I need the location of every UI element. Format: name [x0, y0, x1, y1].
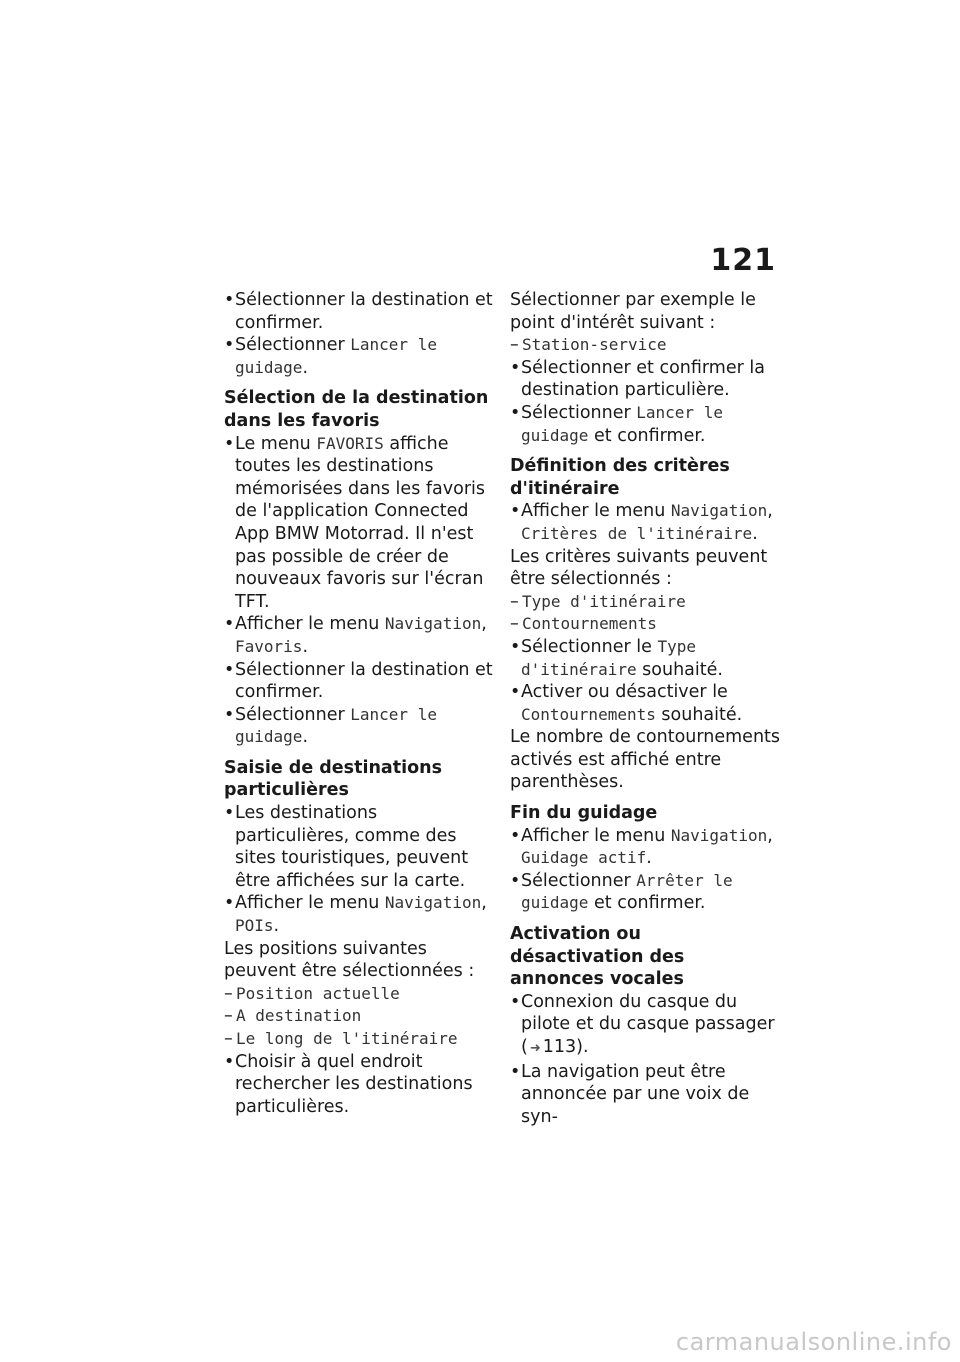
menu-reference: Lancer le guidage — [235, 335, 437, 377]
list-item — [510, 681, 780, 726]
option-value: Le long de l'itinéraire — [236, 1029, 458, 1048]
section-heading: Fin du guidage — [510, 803, 658, 824]
list-item — [224, 892, 494, 937]
option-value: Contournements — [522, 614, 657, 634]
section-heading: Activation ou désactivation des annonces vocales — [510, 924, 685, 990]
menu-reference: Contournements — [521, 704, 656, 724]
item-text: . — [273, 916, 280, 937]
item-text: Afficher le menu — [521, 825, 671, 846]
item-text: Afficher le menu — [235, 893, 385, 914]
item-text: Sélectionner et confirmer la destination particulière. — [521, 357, 765, 401]
menu-reference: FAVORIS — [316, 433, 384, 453]
option-value: Station-service — [522, 335, 667, 355]
list-item — [510, 825, 780, 870]
menu-reference: Lancer le guidage — [521, 402, 723, 445]
menu-reference: Lancer le guidage — [235, 704, 437, 747]
item-text: et confirmer. — [588, 425, 706, 446]
list-item — [510, 991, 780, 1061]
item-text: souhaité. — [636, 659, 723, 680]
item-text: Activer ou désactiver le — [521, 682, 728, 703]
item-text: , — [767, 501, 773, 522]
list-item — [224, 704, 494, 749]
menu-reference: Navigation — [384, 614, 482, 634]
left-column — [224, 289, 494, 1118]
item-text: Sélectionner — [521, 402, 637, 423]
list-item — [510, 870, 780, 915]
item-text: Les destinations particulières, comme des sites touristiques, peuvent être affichées sur la carte. — [235, 803, 469, 891]
menu-reference: POIs — [235, 916, 274, 936]
list-item — [510, 500, 780, 545]
option-value: A destination — [236, 1006, 362, 1026]
item-text: Sélectionner — [235, 704, 351, 725]
item-text: , — [481, 893, 487, 914]
item-text: Choisir à quel endroit rechercher les destinations particulières. — [235, 1051, 473, 1117]
dash-item — [224, 1005, 494, 1028]
menu-reference: Type d'itinéraire — [521, 636, 696, 679]
menu-reference: Favoris — [235, 636, 303, 656]
list-item — [510, 402, 780, 447]
item-text: , — [481, 614, 487, 635]
section-heading: Saisie de destinations particulières — [224, 757, 442, 801]
item-text: . — [302, 727, 309, 748]
dash-item — [510, 613, 780, 636]
menu-reference: Navigation — [384, 893, 482, 913]
watermark: carmanualsonline.info — [675, 1328, 952, 1356]
menu-reference: Arrêter le guidage — [521, 870, 733, 913]
page-reference[interactable]: 113 — [542, 1037, 577, 1057]
item-text: Sélectionner le — [521, 636, 658, 657]
item-text: . — [646, 848, 652, 869]
item-text: . — [302, 636, 309, 657]
item-text: Sélectionner la destination et confirmer. — [235, 290, 493, 333]
dash-item — [510, 334, 780, 357]
dash-item — [224, 1028, 494, 1051]
list-item — [510, 636, 780, 681]
list-item — [510, 357, 780, 402]
list-item — [224, 613, 494, 658]
menu-reference: Critères de l'itinéraire — [521, 523, 753, 543]
item-text: et confirmer. — [588, 893, 706, 914]
option-value: Position actuelle — [236, 983, 400, 1003]
paragraph: Sélectionner par exemple le point d'intérêt suivant : — [510, 290, 756, 333]
section-heading: Sélection de la destination dans les favoris — [224, 388, 489, 431]
menu-reference: Guidage actif — [521, 848, 647, 868]
item-text: . — [302, 357, 309, 378]
item-text: Connexion du casque du pilote et du casque passager ( — [521, 991, 775, 1057]
item-text: Afficher le menu — [235, 614, 385, 635]
item-text: Afficher le menu — [521, 501, 671, 522]
list-item — [224, 334, 494, 379]
item-text: Le menu — [235, 433, 317, 454]
paragraph: Les critères suivants peuvent être sélectionnés : — [510, 546, 768, 590]
menu-reference: Navigation — [670, 501, 768, 521]
item-text: ). — [576, 1037, 589, 1057]
item-text: Sélectionner — [235, 335, 351, 356]
list-item — [224, 289, 494, 334]
dash-item — [224, 983, 494, 1006]
list-item — [224, 802, 494, 892]
item-text: souhaité. — [655, 704, 743, 725]
list-item — [224, 659, 494, 704]
list-item — [224, 433, 494, 614]
list-item — [510, 1061, 780, 1129]
paragraph: Le nombre de contournements activés est affiché entre parenthèses. — [510, 727, 781, 793]
item-text: Sélectionner — [521, 870, 637, 891]
item-text: . — [752, 523, 758, 544]
paragraph: Les positions suivantes peuvent être sélectionnées : — [224, 938, 475, 982]
item-text: affiche toutes les destinations mémorisées dans les favoris de l'application Connected App BMW Motorrad. Il n'est pas possible de créer de nouveaux favoris sur l'écran TFT. — [235, 433, 485, 612]
item-text: La navigation peut être annoncée par une voix de syn- — [521, 1061, 750, 1127]
section-heading: Définition des critères d'itinéraire — [510, 456, 730, 499]
item-text: , — [767, 825, 773, 846]
page-number: 121 — [710, 243, 776, 278]
option-value: Type d'itinéraire — [522, 591, 686, 611]
right-column — [510, 289, 780, 1128]
menu-reference: Navigation — [670, 825, 768, 845]
dash-item — [510, 591, 780, 614]
item-text: Sélectionner la destination et confirmer. — [235, 659, 493, 703]
arrow-right-icon: ➜ — [529, 1041, 541, 1056]
list-item — [224, 1051, 494, 1119]
